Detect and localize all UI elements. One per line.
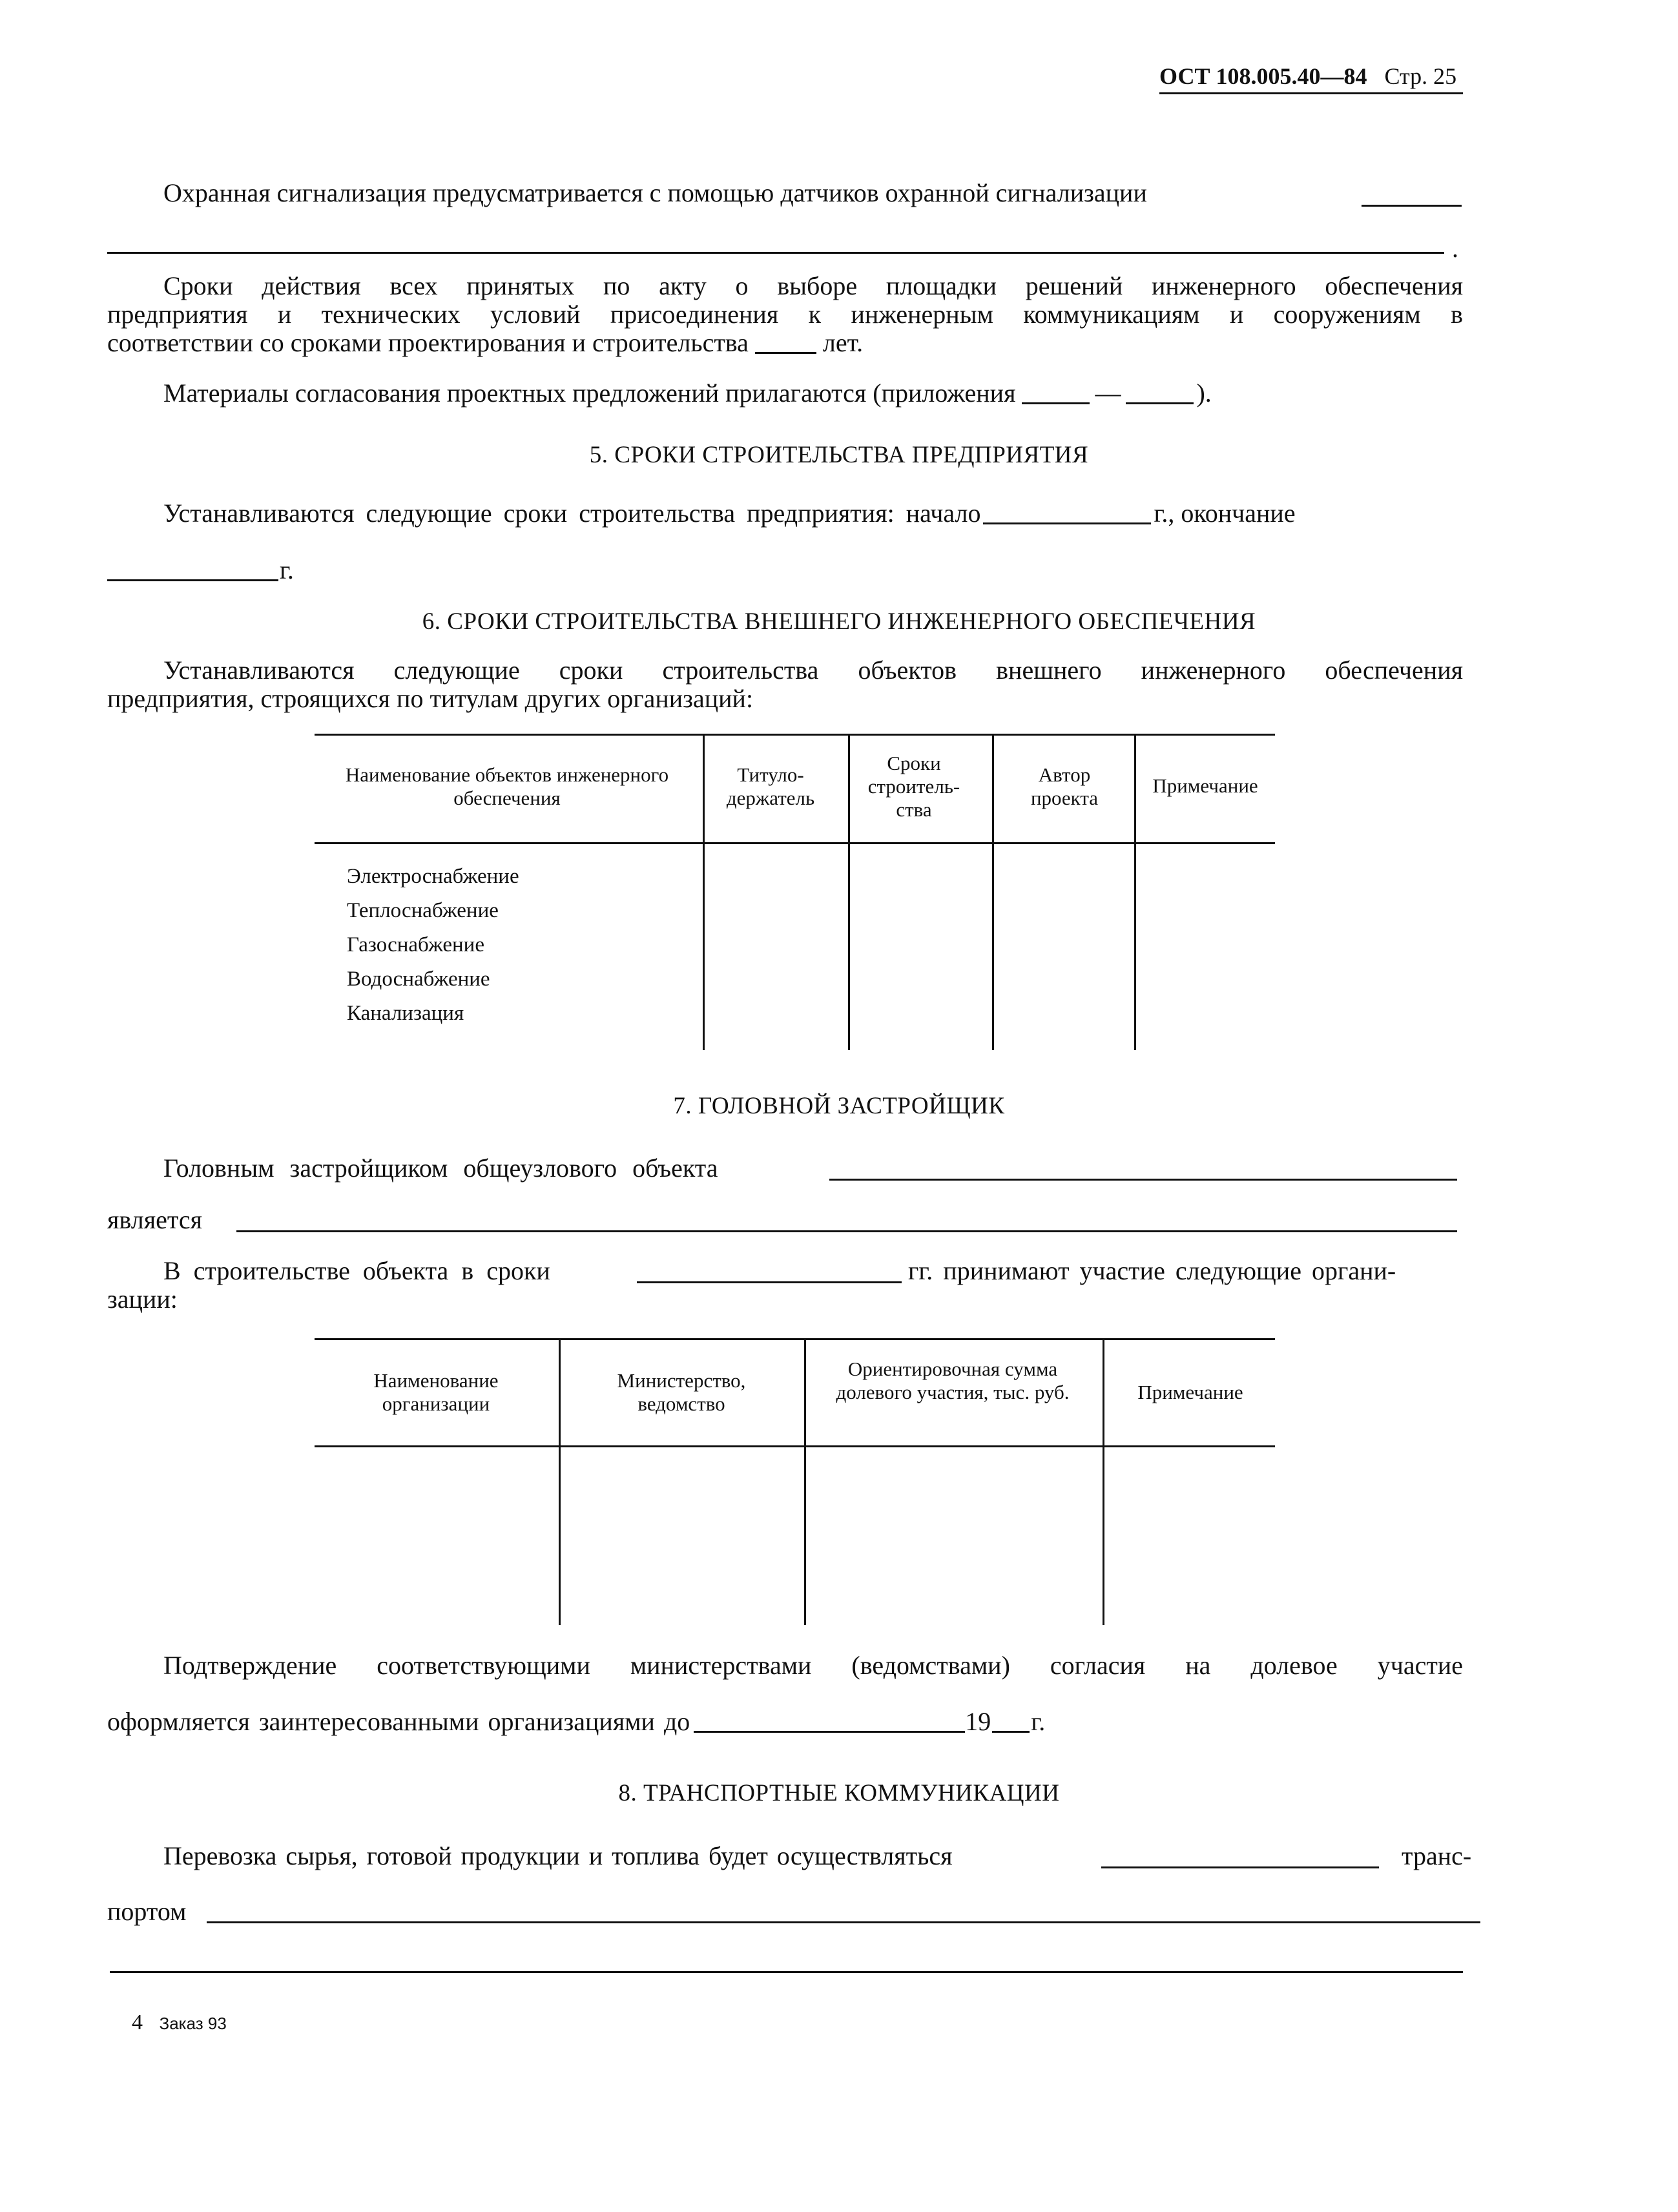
table-1-col-divider — [992, 735, 994, 1050]
transport-type-blank — [1101, 1866, 1379, 1868]
validity-years-blank — [755, 352, 816, 354]
materials-line — [163, 378, 1212, 408]
confirm-text: оформляется заинтересованными организациями до — [107, 1707, 690, 1736]
section-5-end: г. — [280, 555, 294, 584]
section-7-line-2: является — [107, 1205, 202, 1234]
table-2-header-rule — [315, 1445, 1275, 1447]
section-8-line-2: портом — [107, 1897, 187, 1926]
main-builder-blank — [829, 1179, 1457, 1181]
table-2-col-divider — [1103, 1339, 1104, 1625]
confirm-line-2 — [107, 1707, 1045, 1737]
materials-blank-2 — [1126, 402, 1194, 404]
table-2-top-rule — [315, 1338, 1275, 1340]
section-6-line-2: предприятия, строящихся по титулам других организаций: — [107, 684, 754, 713]
start-year-blank — [983, 522, 1151, 524]
table-2-header-cell: Наименование организации — [373, 1369, 499, 1415]
section-7-line-4: зации: — [107, 1285, 178, 1314]
section-5-line — [163, 499, 1296, 528]
security-blank-line2 — [107, 252, 1444, 254]
section-7-line-3a: В строительстве объекта в сроки — [163, 1256, 550, 1285]
confirm-line-1: Подтверждение соответствующими министерствами (ведомствами) согласия на долевое участие — [163, 1651, 1463, 1680]
page-header — [1159, 63, 1456, 89]
table-1-col-divider — [848, 735, 850, 1050]
table-2-col-divider — [559, 1339, 561, 1625]
is-blank — [236, 1230, 1457, 1232]
footer — [132, 2011, 227, 2035]
materials-end: ). — [1196, 378, 1212, 408]
table-row: Газоснабжение — [347, 933, 484, 956]
table-1-top-rule — [315, 734, 1275, 736]
table-row: Электроснабжение — [347, 865, 519, 888]
end-year-blank — [107, 579, 278, 581]
validity-line-3-end: лет. — [822, 328, 864, 357]
footer-page-number: 4 — [132, 2010, 143, 2034]
section-6-line-1: Устанавливаются следующие сроки строительства объектов внешнего инженерного обеспечения — [163, 656, 1463, 685]
table-1-header-cell: Автор проекта — [1030, 763, 1099, 809]
period-blank — [637, 1281, 902, 1283]
period-mark: . — [1452, 234, 1458, 263]
transport-blank-line2 — [110, 1971, 1463, 1973]
footer-order: Заказ 93 — [159, 2014, 227, 2033]
section-5-heading: 5. СРОКИ СТРОИТЕЛЬСТВА ПРЕДПРИЯТИЯ — [589, 442, 1089, 468]
section-6-heading: 6. СРОКИ СТРОИТЕЛЬСТВА ВНЕШНЕГО ИНЖЕНЕРНОГО ОБЕСПЕЧЕНИЯ — [422, 608, 1256, 635]
confirm-year-blank — [992, 1731, 1030, 1733]
security-text: Охранная сигнализация предусматривается с помощью датчиков охранной сигнализации — [163, 178, 1147, 207]
section-5-text: Устанавливаются следующие сроки строительства предприятия: начало — [163, 499, 981, 528]
table-2-col-divider — [804, 1339, 806, 1625]
table-row: Водоснабжение — [347, 967, 490, 991]
page-label: Стр. 25 — [1384, 63, 1457, 89]
materials-text: Материалы согласования проектных предложений прилагаются (приложения — [163, 378, 1016, 408]
confirm-end: г. — [1031, 1707, 1046, 1736]
table-1-header-cell: Примечание — [1152, 774, 1258, 797]
materials-blank-1 — [1022, 402, 1090, 404]
validity-line-3-text: соответствии со сроками проектирования и строительства — [107, 328, 749, 357]
table-1-header-cell: Сроки строитель-ства — [867, 752, 960, 821]
validity-line-2: предприятия и технических условий присоединения к инженерным коммуникациям и сооружениям в — [107, 300, 1463, 329]
section-7-line-3b: гг. принимают участие следующие органи- — [908, 1256, 1396, 1285]
table-2-header-cell: Ориентировочная сумма долевого участия, тыс. руб. — [836, 1358, 1070, 1403]
section-8-heading: 8. ТРАНСПОРТНЫЕ КОММУНИКАЦИИ — [618, 1780, 1060, 1806]
header-underline — [1159, 92, 1463, 94]
table-1-header-cell: Титуло-держатель — [726, 763, 815, 809]
section-8-line-1-end: транс- — [1402, 1841, 1472, 1870]
doc-code: ОСТ 108.005.40—84 — [1159, 63, 1367, 89]
table-2-header-cell: Примечание — [1137, 1381, 1243, 1403]
materials-dash: — — [1095, 378, 1121, 408]
section-7-heading: 7. ГОЛОВНОЙ ЗАСТРОЙЩИК — [673, 1093, 1005, 1119]
section-7-line-1: Головным застройщиком общеузлового объекта — [163, 1153, 718, 1183]
validity-line-1: Сроки действия всех принятых по акту о выборе площадки решений инженерного обеспечения — [163, 271, 1463, 300]
table-row: Теплоснабжение — [347, 899, 499, 922]
security-blank — [1362, 205, 1462, 207]
section-5-mid: г., окончание — [1154, 499, 1296, 528]
table-2-header-cell: Министерство, ведомство — [617, 1369, 746, 1415]
transport-blank — [207, 1921, 1480, 1923]
table-row: Канализация — [347, 1002, 464, 1025]
confirm-date-blank — [694, 1731, 965, 1733]
section-8-line-1: Перевозка сырья, готовой продукции и топлива будет осуществляться — [163, 1841, 953, 1870]
table-1-header-cell: Наименование объектов инженерного обеспечения — [345, 763, 669, 809]
confirm-year-prefix: 19 — [965, 1707, 991, 1736]
table-1-header-rule — [315, 842, 1275, 844]
validity-line-3 — [107, 328, 863, 358]
